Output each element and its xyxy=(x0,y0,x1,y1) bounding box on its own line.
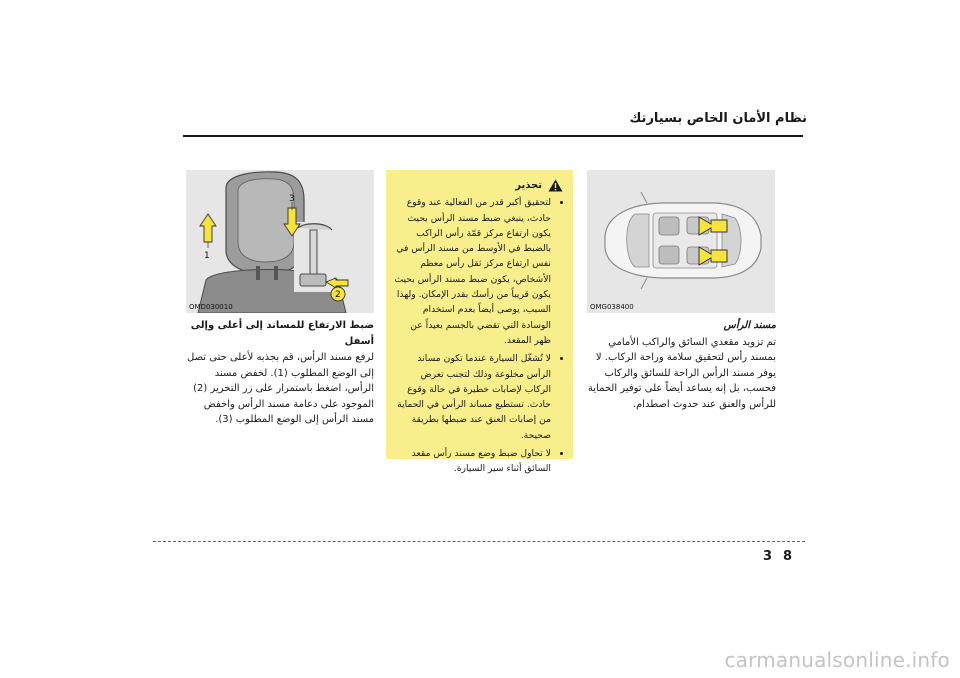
warning-item: • لتحقيق أكبر قدر من الفعالية عند وقوع حادث، ينبغي ضبط مسند الرأس بحيث يكون ارتفاع مركز قمّة رأس الراكب بالضبط في الأوسط من مسند الرأس في نفس ارتفاع مركز ثقل رأس معظم الأشخاص، يكون ضبط مسند الرأس بحيث يكون قريباً من رأسك بقدر الإمكان. ولهذا السبب، يوصى أيضاً بعدم استخدام الوسادة التي تقضي بالجسم بعيداً عن ظهر المقعد. xyxy=(394,195,551,348)
watermark: carmanualsonline.info xyxy=(724,648,950,672)
arrow-front-left-icon xyxy=(699,217,727,235)
footer-dashed-rule xyxy=(153,541,805,542)
callout-3: 3 xyxy=(289,194,295,204)
headrest-illustration xyxy=(186,170,374,313)
car-top-view-figure xyxy=(587,170,775,313)
callout-1: 1 xyxy=(204,251,210,261)
left-text-column xyxy=(184,318,374,428)
page-header: نظام الأمان الخاص بسيارتك xyxy=(629,111,807,126)
headrest-subheading: مسند الرأس xyxy=(723,320,776,331)
header-rule xyxy=(183,135,803,137)
chapter-number: 3 xyxy=(763,549,773,564)
headrest-figure xyxy=(186,170,374,313)
warning-box xyxy=(386,170,573,475)
callout-2: 2 xyxy=(335,290,341,300)
height-adjust-label: ضبط الارتفاع للمساند إلى أعلى وإلى أسفل xyxy=(190,320,374,347)
warning-item: • لا تحاول ضبط وضع مسند رأس مقعد السائق أثناء سير السيارة. xyxy=(394,446,551,477)
warning-triangle-icon xyxy=(548,179,563,192)
car-top-view-illustration xyxy=(587,170,775,313)
warning-list xyxy=(394,195,563,476)
page-number: 8 xyxy=(783,549,793,564)
warning-item: • لا تُشغّل السيارة عندما تكون مساند الرأس مخلوعة وذلك لتجنب تعرض الركاب لإصابات خطيرة في حالة وقوع حادث. تستطيع مساند الرأس في الحماية من إصابات العنق عند ضبطها بطريقة صحيحة. xyxy=(394,351,551,443)
right-text-column xyxy=(586,318,776,412)
arrow-front-right-icon xyxy=(699,247,727,265)
headrest-body: تم تزويد مقعدي السائق والراكب الأمامي بمسند رأس لتحقيق سلامة وراحة الركاب. لا يوفر مسند الرأس الراحة للسائق والركاب فحسب، بل إنه يساعد أيضاً على توفير الحماية للرأس والعنق عند حدوث اصطدام. xyxy=(587,336,776,410)
height-adjust-body: لرفع مسند الرأس، قم بجذبه لأعلى حتى تصل إلى الوضع المطلوب (1). لخفض مسند الرأس، اضغط باستمرار على زر التحرير (2) الموجود على دعامة مسند الرأس واخفض مسند الرأس إلى الوضع المطلوب (3). xyxy=(187,352,374,425)
figure-code: OMG038400 xyxy=(590,303,634,311)
figure-code: OMD030010 xyxy=(189,303,233,311)
warning-title: تحذير xyxy=(515,180,542,191)
